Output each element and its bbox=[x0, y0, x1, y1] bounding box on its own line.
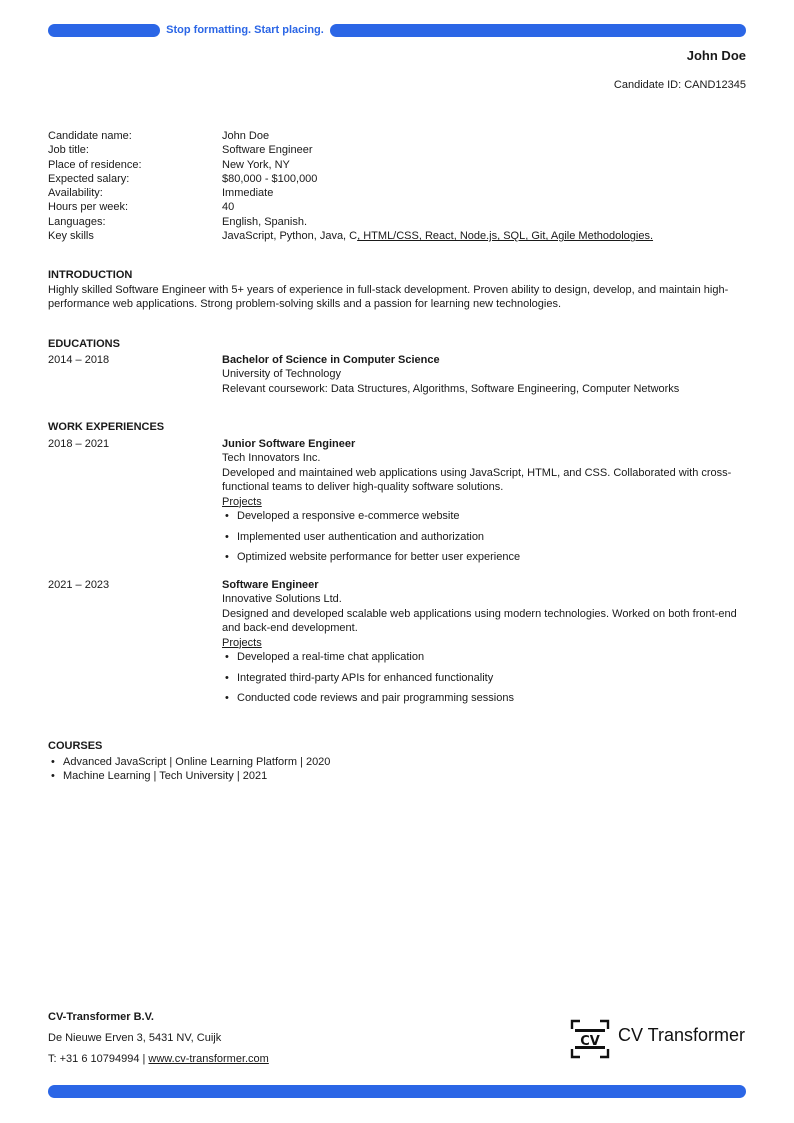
project-item: • Implemented user authentication and authorization bbox=[222, 530, 746, 551]
footer-address: De Nieuwe Erven 3, 5431 NV, Cuijk bbox=[48, 1032, 222, 1044]
footer-phone: T: +31 6 10794994 | bbox=[48, 1053, 149, 1065]
introduction-section bbox=[48, 268, 746, 312]
info-row bbox=[48, 200, 748, 214]
work-description: Developed and maintained web applications using JavaScript, HTML, and CSS. Collaborated with cross-functional teams to deliver high-quality software solutions. bbox=[222, 466, 732, 493]
info-row-key-skills bbox=[48, 229, 748, 243]
course-item: • Advanced JavaScript | Online Learning Platform | 2020 bbox=[48, 755, 746, 770]
key-skills-plain: JavaScript, Python, Java, C bbox=[222, 230, 358, 243]
info-value: Immediate bbox=[222, 187, 274, 200]
projects-list bbox=[222, 650, 746, 712]
info-label: Key skills bbox=[48, 230, 94, 243]
info-row bbox=[48, 172, 748, 186]
slogan: Stop formatting. Start placing. bbox=[166, 24, 324, 36]
info-label: Expected salary: bbox=[48, 172, 130, 185]
courses-list bbox=[48, 755, 746, 784]
website-link[interactable]: www.cv-transformer.com bbox=[148, 1053, 269, 1065]
top-accent-bar-left bbox=[48, 24, 160, 37]
info-value: New York, NY bbox=[222, 158, 290, 171]
projects-label: Projects bbox=[222, 495, 262, 508]
info-value: $80,000 - $100,000 bbox=[222, 172, 318, 185]
info-label: Hours per week: bbox=[48, 201, 129, 214]
project-item: • Optimized website performance for better user experience bbox=[222, 550, 746, 571]
info-label: Languages: bbox=[48, 215, 106, 228]
work-content bbox=[222, 437, 746, 571]
info-value: 40 bbox=[222, 201, 235, 214]
footer bbox=[48, 1010, 269, 1073]
info-label: Place of residence: bbox=[48, 158, 142, 171]
work-period: 2021 – 2023 bbox=[48, 578, 110, 591]
key-skills-value bbox=[222, 229, 653, 243]
logo-text: CV Transformer bbox=[618, 1025, 746, 1045]
info-value: Software Engineer bbox=[222, 144, 313, 157]
info-label: Availability: bbox=[48, 187, 103, 200]
footer-contact bbox=[48, 1052, 269, 1073]
info-value: John Doe bbox=[222, 130, 270, 142]
educations-section bbox=[48, 337, 746, 396]
projects-list bbox=[222, 509, 746, 571]
projects-label: Projects bbox=[222, 636, 262, 649]
info-row bbox=[48, 129, 748, 143]
project-item: • Integrated third-party APIs for enhanced functionality bbox=[222, 671, 746, 692]
education-institution: University of Technology bbox=[222, 368, 342, 380]
personal-info bbox=[48, 129, 748, 243]
cv-transformer-logo bbox=[570, 1019, 746, 1059]
education-details: Relevant coursework: Data Structures, Algorithms, Software Engineering, Computer Networks bbox=[222, 382, 680, 395]
work-role: Software Engineer bbox=[222, 578, 319, 591]
work-experiences-section bbox=[48, 420, 746, 712]
work-description: Designed and developed scalable web applications using modern technologies. Worked on both front-end and back-end development. bbox=[222, 607, 737, 634]
info-label: Candidate name: bbox=[48, 130, 132, 142]
info-row bbox=[48, 215, 748, 229]
project-item: • Conducted code reviews and pair programming sessions bbox=[222, 691, 746, 712]
course-item: • Machine Learning | Tech University | 2021 bbox=[48, 769, 746, 784]
education-period: 2014 – 2018 bbox=[48, 353, 110, 366]
bottom-accent-bar bbox=[48, 1085, 746, 1098]
top-accent-bar-right bbox=[330, 24, 746, 37]
introduction-text: Highly skilled Software Engineer with 5+ years of experience in full-stack development. Proven ability to design, develop, and maintain high-performance web applications. Strong problem-solving skills and a passion for learning new technologies. bbox=[48, 283, 729, 310]
work-content bbox=[222, 578, 746, 712]
project-item: • Developed a responsive e-commerce website bbox=[222, 509, 746, 530]
section-title: WORK EXPERIENCES bbox=[48, 421, 165, 433]
info-row bbox=[48, 186, 748, 200]
candidate-name-heading: John Doe bbox=[686, 48, 746, 63]
info-row bbox=[48, 143, 748, 157]
courses-section bbox=[48, 739, 746, 784]
key-skills-underlined: , HTML/CSS, React, Node.js, SQL, Git, Agile Methodologies. bbox=[357, 230, 654, 243]
education-content bbox=[222, 353, 746, 397]
work-period: 2018 – 2021 bbox=[48, 437, 110, 450]
education-degree: Bachelor of Science in Computer Science bbox=[222, 353, 440, 366]
project-item: • Developed a real-time chat application bbox=[222, 650, 746, 671]
work-entry bbox=[48, 578, 746, 712]
section-title: EDUCATIONS bbox=[48, 338, 120, 350]
svg-text:CV: CV bbox=[580, 1034, 600, 1049]
info-value: English, Spanish. bbox=[222, 215, 307, 228]
cv-transformer-logo-icon bbox=[570, 1019, 610, 1059]
info-label: Job title: bbox=[48, 144, 89, 157]
work-role: Junior Software Engineer bbox=[222, 437, 356, 450]
footer-company: CV-Transformer B.V. bbox=[48, 1011, 154, 1023]
info-row bbox=[48, 158, 748, 172]
work-company: Innovative Solutions Ltd. bbox=[222, 593, 342, 605]
section-title: COURSES bbox=[48, 740, 103, 752]
work-company: Tech Innovators Inc. bbox=[222, 452, 321, 464]
education-entry bbox=[48, 353, 746, 397]
candidate-id: Candidate ID: CAND12345 bbox=[613, 79, 746, 91]
work-entry bbox=[48, 437, 746, 571]
section-title: INTRODUCTION bbox=[48, 269, 133, 281]
